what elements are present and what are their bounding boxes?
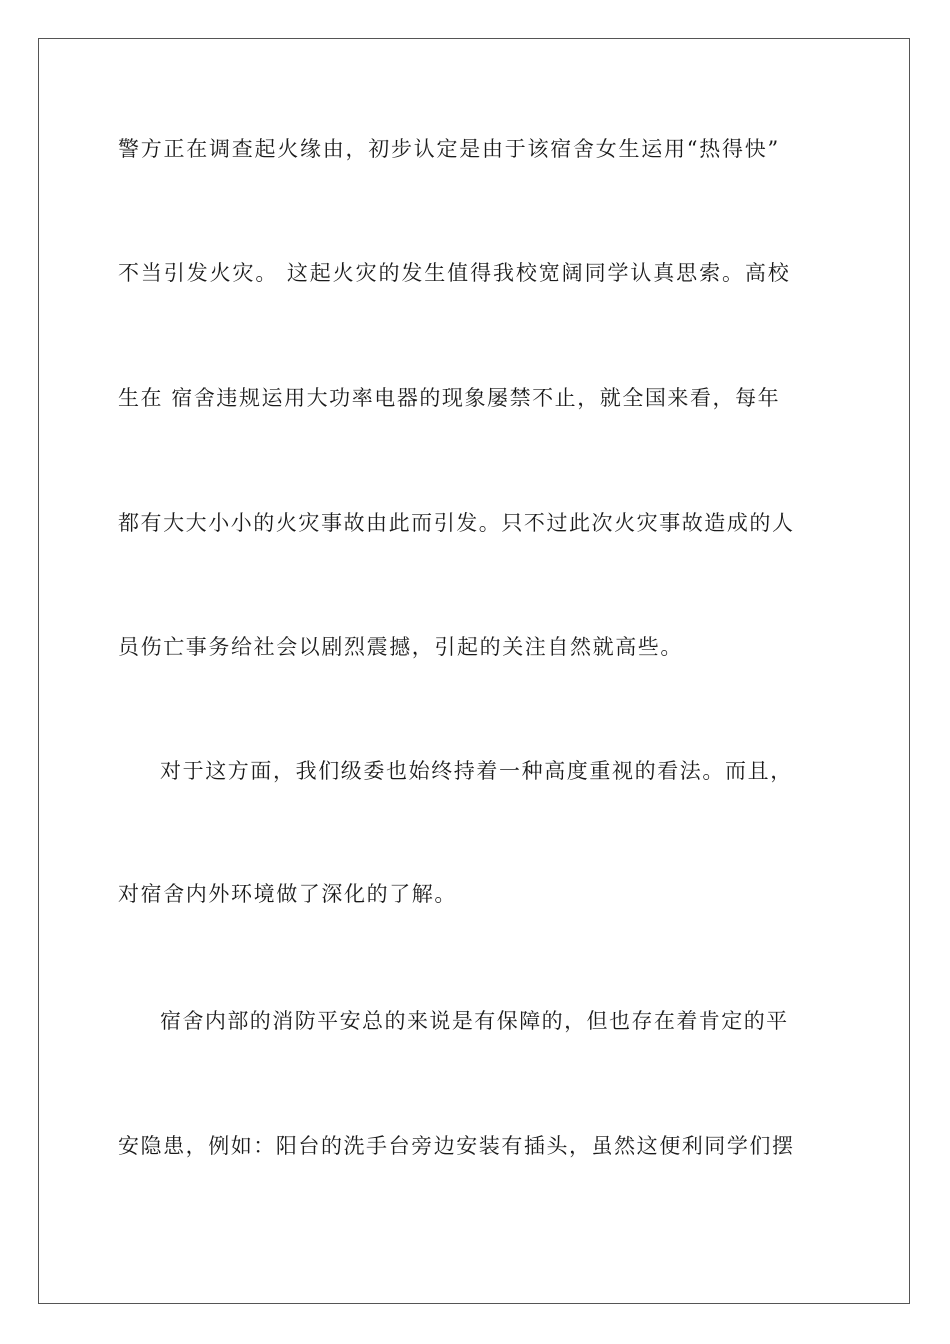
- text-line-7: 对宿舍内外环境做了深化的了解。: [118, 882, 457, 906]
- page-border: [38, 38, 910, 1304]
- text-line-3: 生在 宿舍违规运用大功率电器的现象屡禁不止，就全国来看，每年: [118, 386, 781, 410]
- text-line-6: 对于这方面，我们级委也始终持着一种高度重视的看法。而且，: [160, 759, 793, 783]
- text-line-5: 员伤亡事务给社会以剧烈震撼，引起的关注自然就高些。: [118, 635, 683, 659]
- text-line-8: 宿舍内部的消防平安总的来说是有保障的，但也存在着肯定的平: [160, 1009, 789, 1033]
- text-line-9: 安隐患，例如：阳台的洗手台旁边安装有插头，虽然这便利同学们摆: [118, 1134, 795, 1158]
- text-line-4: 都有大大小小的火灾事故由此而引发。只不过此次火灾事故造成的人: [118, 511, 795, 535]
- text-line-1: 警方正在调查起火缘由，初步认定是由于该宿舍女生运用“热得快”: [118, 137, 780, 161]
- text-line-2: 不当引发火灾。 这起火灾的发生值得我校宽阔同学认真思索。高校: [118, 261, 791, 285]
